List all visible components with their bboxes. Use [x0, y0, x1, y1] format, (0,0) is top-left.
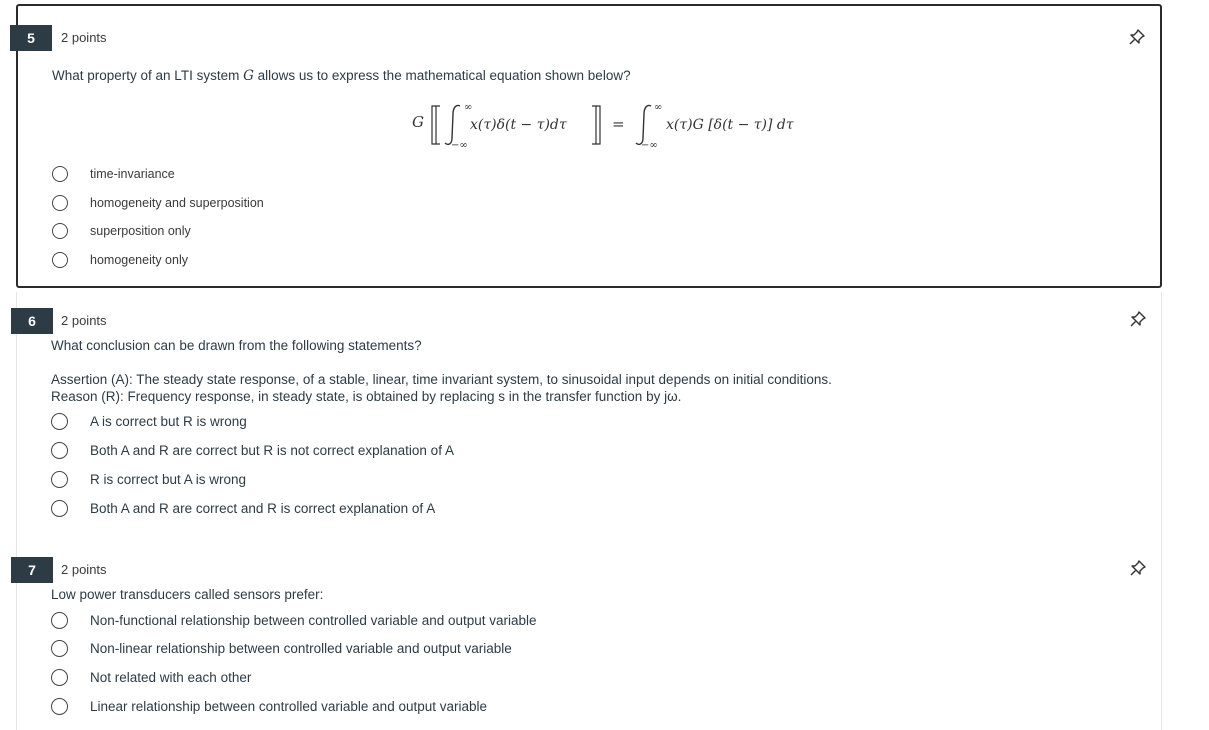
prompt-text-start: What property of an LTI system	[52, 68, 244, 83]
pin-icon[interactable]	[1129, 559, 1147, 577]
question-points: 2 points	[61, 30, 107, 45]
radio-button[interactable]	[51, 471, 68, 488]
eq-equals: =	[612, 115, 625, 133]
radio-button[interactable]	[52, 166, 68, 182]
radio-button[interactable]	[52, 223, 68, 239]
assertion-text: Assertion (A): The steady state response, of a stable, linear, time invariant system, to sinusoidal input depends on initial conditions.	[51, 372, 832, 387]
question-prompt	[52, 67, 631, 85]
eq-lhs-integrand: x(τ)δ(t − τ)dτ	[470, 117, 567, 133]
question-card-6	[16, 292, 1162, 542]
eq-lower-limit-2: −∞	[641, 140, 658, 150]
option-row[interactable]	[51, 609, 537, 631]
option-row[interactable]	[51, 468, 246, 490]
question-number-badge: 7	[11, 557, 53, 583]
radio-button[interactable]	[51, 442, 68, 459]
eq-lhs-operator: G	[412, 113, 424, 131]
eq-upper-limit-2: ∞	[654, 102, 663, 113]
option-row[interactable]	[51, 637, 512, 659]
question-prompt: What conclusion can be drawn from the following statements?	[51, 338, 422, 353]
option-row[interactable]	[52, 192, 264, 214]
equation	[408, 94, 808, 150]
pin-icon[interactable]	[1128, 28, 1146, 46]
option-row[interactable]	[51, 410, 247, 432]
radio-button[interactable]	[51, 698, 68, 715]
question-points: 2 points	[61, 562, 107, 577]
question-points: 2 points	[61, 313, 107, 328]
option-label: R is correct but A is wrong	[90, 471, 247, 487]
eq-lower-limit: −∞	[451, 140, 468, 150]
radio-button[interactable]	[51, 640, 68, 657]
option-row[interactable]	[52, 220, 191, 242]
option-label: homogeneity only	[90, 253, 188, 267]
question-card-7	[16, 542, 1162, 730]
option-label: Linear relationship between controlled variable and output variable	[90, 698, 488, 714]
reason-text: Reason (R): Frequency response, in steady state, is obtained by replacing s in the transfer function by jω.	[51, 389, 682, 404]
radio-button[interactable]	[51, 669, 68, 686]
pin-icon[interactable]	[1129, 310, 1147, 328]
radio-button[interactable]	[52, 252, 68, 268]
option-label: time-invariance	[90, 167, 175, 181]
radio-button[interactable]	[51, 612, 68, 629]
option-label: superposition only	[90, 224, 191, 238]
prompt-text-end: allows us to express the mathematical equation shown below?	[253, 68, 631, 83]
question-number-badge: 6	[11, 308, 53, 334]
question-card-5	[16, 4, 1162, 288]
option-label: Non-linear relationship between controlled variable and output variable	[90, 640, 512, 656]
option-label: Not related with each other	[90, 669, 252, 685]
radio-button[interactable]	[51, 413, 68, 430]
question-number-badge: 5	[10, 25, 52, 51]
option-row[interactable]	[51, 497, 435, 519]
eq-rhs-integrand: x(τ)G [δ(t − τ)] dτ	[666, 117, 794, 133]
option-label: Both A and R are correct but R is not correct explanation of A	[90, 442, 454, 458]
option-label: homogeneity and superposition	[90, 196, 264, 210]
option-row[interactable]	[51, 695, 487, 717]
option-row[interactable]	[51, 666, 251, 688]
option-row[interactable]	[52, 163, 175, 185]
option-row[interactable]	[51, 439, 454, 461]
question-prompt: Low power transducers called sensors prefer:	[51, 587, 324, 602]
option-row[interactable]	[52, 249, 188, 271]
prompt-symbol: G	[243, 68, 254, 84]
option-label: Non-functional relationship between controlled variable and output variable	[90, 612, 537, 628]
radio-button[interactable]	[51, 500, 68, 517]
eq-upper-limit: ∞	[464, 102, 473, 113]
option-label: Both A and R are correct and R is correct explanation of A	[90, 500, 436, 516]
radio-button[interactable]	[52, 195, 68, 211]
option-label: A is correct but R is wrong	[90, 413, 247, 429]
